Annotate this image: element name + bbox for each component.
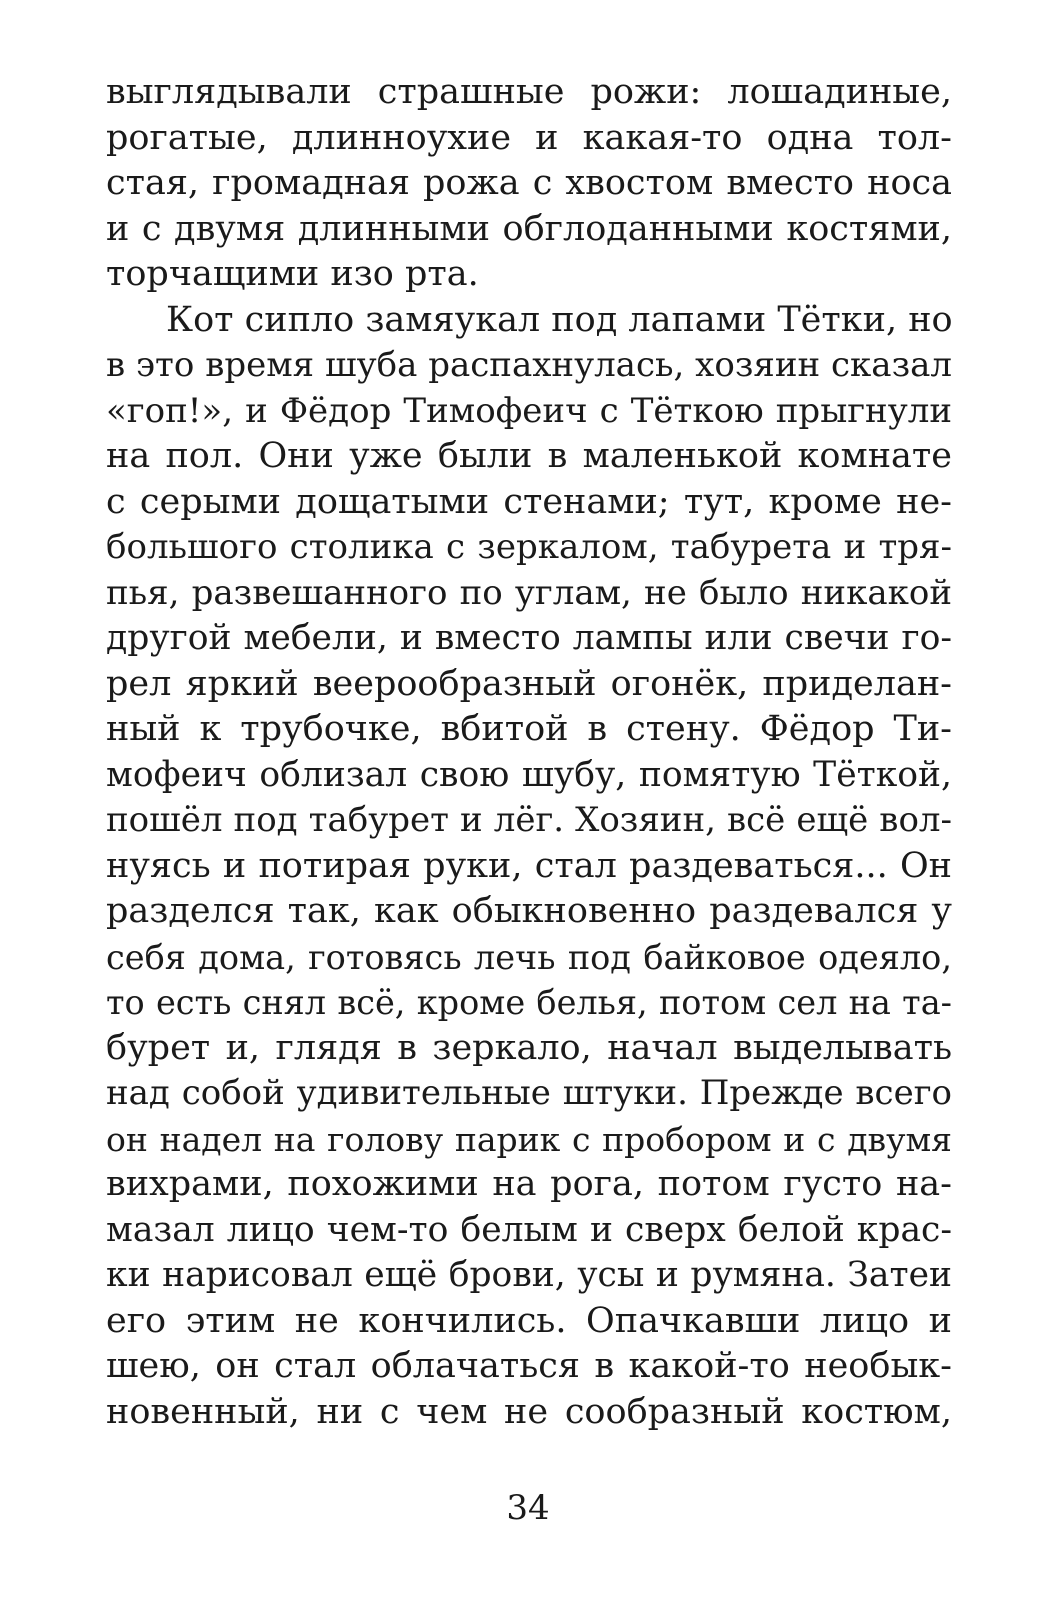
text-line: мофеич облизал свою шубу, помятую Тёткой,: [106, 754, 952, 795]
text-line: другой мебели, и вместо лампы или свечи го-: [106, 618, 952, 658]
body-text: [106, 70, 952, 1435]
text-line: новенный, ни с чем не сообразный костюм,: [106, 1391, 952, 1432]
text-line: в это время шуба распахнулась, хозяин сказал: [106, 345, 952, 385]
text-line: нуясь и потирая руки, стал раздеваться... Он: [106, 845, 952, 886]
text-line: разделся так, как обыкновенно раздевался у: [106, 891, 952, 931]
text-line: себя дома, готовясь лечь под байковое одеяло,: [106, 937, 952, 977]
text-line: «гоп!», и Фёдор Тимофеич с Тёткою прыгнули: [106, 390, 952, 431]
text-line: вихрами, похожими на рога, потом густо на-: [106, 1164, 952, 1204]
text-line: шею, он стал облачаться в какой-то необык-: [106, 1346, 952, 1386]
text-line: выглядывали страшные рожи: лошадиные,: [106, 72, 952, 112]
text-line: стая, громадная рожа с хвостом вместо носа: [106, 163, 952, 203]
text-line: его этим не кончились. Опачкавши лицо и: [106, 1300, 952, 1341]
text-line: рогатые, длинноухие и какая-то одна тол-: [106, 117, 952, 158]
text-line: большого столика с зеркалом, табурета и тря-: [106, 527, 952, 567]
text-line: пошёл под табурет и лёг. Хозяин, всё ещё вол-: [106, 800, 952, 840]
text-line: пья, развешанного по углам, не было никакой: [106, 572, 952, 613]
text-line: ный к трубочке, вбитой в стену. Фёдор Ти-: [106, 709, 952, 749]
text-line: он надел на голову парик с пробором и с двумя: [106, 1119, 952, 1159]
text-line: и с двумя длинными обглоданными костями,: [106, 208, 952, 249]
text-line: над собой удивительные штуки. Прежде всего: [106, 1073, 952, 1113]
text-line: торчащими изо рта.: [106, 254, 479, 294]
text-line: то есть снял всё, кроме белья, потом сел на та-: [106, 983, 952, 1022]
text-line: Кот сипло замяукал под лапами Тётки, но: [166, 299, 953, 340]
text-line: на пол. Они уже были в маленькой комнате: [106, 436, 952, 476]
text-line: бурет и, глядя в зеркало, начал выделывать: [106, 1027, 952, 1068]
page-number: 34: [506, 1488, 550, 1528]
text-line: рел яркий веерообразный огонёк, приделан-: [106, 663, 952, 704]
text-line: ки нарисовал ещё брови, усы и румяна. Затеи: [106, 1255, 952, 1295]
text-line: с серыми дощатыми стенами; тут, кроме не-: [106, 481, 952, 522]
text-line: мазал лицо чем-то белым и сверх белой крас-: [106, 1209, 952, 1250]
